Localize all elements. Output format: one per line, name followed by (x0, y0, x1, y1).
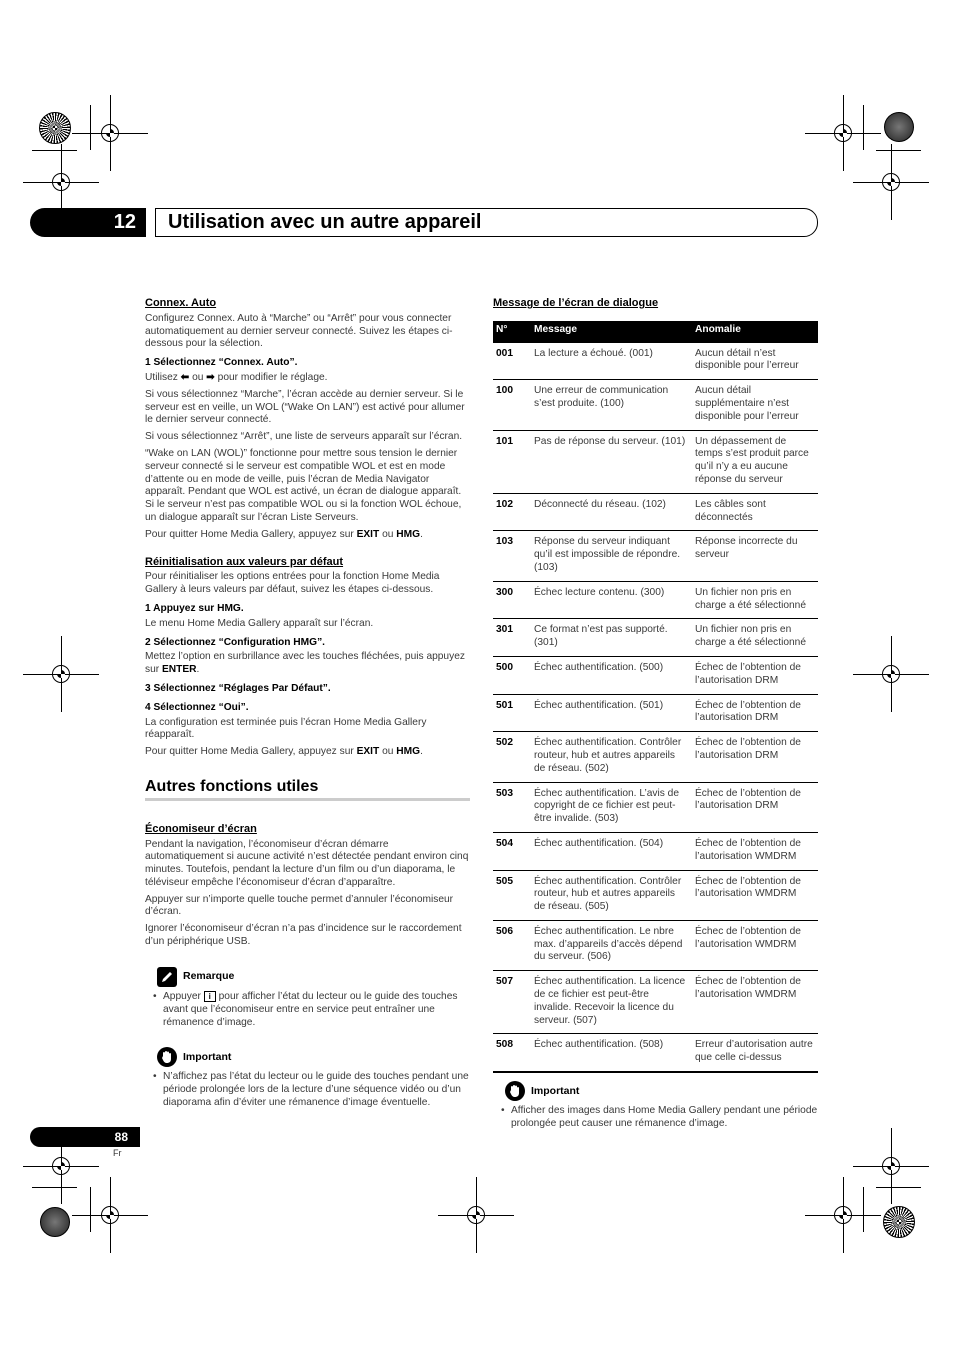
anomaly-cell: Les câbles sont déconnectés (692, 493, 818, 531)
important-bullet-left: • N’affichez pas l’état du lecteur ou le guide des touches pendant une période prolongée lors de la lecture d’une séquence vidéo ou d’un diaporama afin d’éviter une rémanence d’image éventuelle. (145, 1071, 470, 1109)
left-column (145, 297, 470, 1113)
important-heading-left: Important (157, 1047, 470, 1067)
anomaly-cell: Échec de l’obtention de l’autorisation WMDRM (692, 920, 818, 970)
table-row (493, 430, 818, 493)
error-number-cell: 508 (493, 1034, 531, 1072)
economiseur-p1: Pendant la navigation, l’économiseur d’écran démarre automatiquement si aucune activité n’est détectée pendant environ cinq minutes. Toutefois, pendant la lecture d’un film ou d’un diaporama, le téléviseur empêche l’économiseur d’écran d’apparaître. (145, 838, 469, 888)
connex-step-1-text: Utilisez ⬅ ou ➡ pour modifier le réglage. (145, 371, 328, 383)
table-row (493, 1034, 818, 1072)
table-row (493, 920, 818, 970)
table-row (493, 493, 818, 531)
column-header: N° (493, 321, 531, 343)
table-row (493, 581, 818, 619)
error-number-cell: 507 (493, 971, 531, 1034)
message-cell: Échec lecture contenu. (300) (531, 581, 692, 619)
anomaly-cell: Un dépassement de temps s’est produit parce qu’il n’y a eu aucune réponse du serveur (692, 430, 818, 493)
anomaly-cell: Un fichier non pris en charge a été sélectionné (692, 581, 818, 619)
reinit-step-2-text: Mettez l’option en surbrillance avec les touches fléchées, puis appuyez sur ENTER. (145, 651, 465, 676)
right-column (493, 297, 818, 1134)
error-number-cell: 101 (493, 430, 531, 493)
message-cell: Échec authentification. (501) (531, 694, 692, 732)
error-number-cell: 001 (493, 343, 531, 380)
message-cell: Échec authentification. Le nbre max. d’appareils d’accès dépend du serveur. (506) (531, 920, 692, 970)
message-cell: Ce format n’est pas supporté. (301) (531, 619, 692, 657)
anomaly-cell: Réponse incorrecte du serveur (692, 531, 818, 581)
table-row (493, 343, 818, 380)
display-button-icon: i (204, 991, 216, 1002)
chapter-number: 12 (30, 208, 146, 237)
error-number-cell: 300 (493, 581, 531, 619)
anomaly-cell: Échec de l’obtention de l’autorisation DRM (692, 694, 818, 732)
anomaly-cell: Échec de l’obtention de l’autorisation DRM (692, 782, 818, 832)
table-row (493, 656, 818, 694)
error-number-cell: 301 (493, 619, 531, 657)
anomaly-cell: Aucun détail n’est disponible pour l’erreur (692, 343, 818, 380)
connex-step-1: 1 Sélectionnez “Connex. Auto”. (145, 357, 298, 369)
message-cell: Déconnecté du réseau. (102) (531, 493, 692, 531)
reinit-step-4: 4 Sélectionnez “Oui”. (145, 701, 249, 713)
reinit-heading: Réinitialisation aux valeurs par défaut (145, 555, 344, 568)
anomaly-cell: Échec de l’obtention de l’autorisation WMDRM (692, 870, 818, 920)
hand-stop-icon (505, 1081, 525, 1101)
table-row (493, 694, 818, 732)
reinit-intro: Pour réinitialiser les options entrées pour la fonction Home Media Gallery à leurs valeurs par défaut, suivez les étapes ci-dessous. (145, 571, 440, 596)
error-number-cell: 103 (493, 531, 531, 581)
page-number: 88 (30, 1127, 140, 1147)
reinit-step-1-text: Le menu Home Media Gallery apparaît sur l’écran. (145, 617, 374, 629)
column-header: Anomalie (692, 321, 818, 343)
table-row (493, 832, 818, 870)
connex-auto-heading: Connex. Auto (145, 297, 217, 309)
dialog-message-heading: Message de l’écran de dialogue (493, 297, 659, 309)
pencil-note-icon (157, 967, 177, 987)
message-cell: Une erreur de communication s’est produite. (100) (531, 380, 692, 430)
table-row (493, 870, 818, 920)
connex-wol-text: “Wake on LAN (WOL)” fonctionne pour mettre sous tension le dernier serveur connecté si le serveur est compatible WOL et est en mode d’attente ou en mode de veille, puis l’écran de Media Navigator apparaît. Pendant que WOL est activé, un écran de dialogue apparaît. Si le serveur n’est pas compatible WOL ou si la fonction WOL échoue, un dialogue apparaît sur l’écran Liste Serveurs. (145, 447, 462, 523)
reinit-step-3: 3 Sélectionnez “Réglages Par Défaut”. (145, 682, 331, 694)
message-cell: Échec authentification. (500) (531, 656, 692, 694)
error-number-cell: 102 (493, 493, 531, 531)
error-number-cell: 501 (493, 694, 531, 732)
economiseur-p2: Appuyer sur n’importe quelle touche permet d’annuler l’économiseur d’écran. (145, 893, 454, 918)
reinit-quit-text: Pour quitter Home Media Gallery, appuyez sur EXIT ou HMG. (145, 746, 423, 758)
autres-fonctions-heading: Autres fonctions utiles (145, 781, 470, 801)
anomaly-cell: Échec de l’obtention de l’autorisation DRM (692, 656, 818, 694)
connex-intro: Configurez Connex. Auto à “Marche” ou “Arrêt” pour vous connecter automatiquement au dernier serveur connecté. Suivez les étapes ci-dessous pour la sélection. (145, 312, 453, 350)
message-cell: Échec authentification. La licence de ce fichier est peut-être invalide. Recevoir la licence du serveur. (507) (531, 971, 692, 1034)
hand-stop-icon (157, 1047, 177, 1067)
remarque-bullet: • Appuyer i pour afficher l’état du lecteur ou le guide des touches avant que l’économiseur entre en service peut entraîner une rémanence d’image. (145, 991, 470, 1030)
table-row (493, 531, 818, 581)
error-number-cell: 505 (493, 870, 531, 920)
arrow-left-icon: ⬅ (180, 371, 190, 383)
error-number-cell: 504 (493, 832, 531, 870)
page-language: Fr (113, 1148, 122, 1158)
anomaly-cell: Échec de l’obtention de l’autorisation DRM (692, 732, 818, 782)
table-row (493, 782, 818, 832)
connex-quit-text: Pour quitter Home Media Gallery, appuyez sur EXIT ou HMG. (145, 528, 423, 540)
error-number-cell: 503 (493, 782, 531, 832)
anomaly-cell: Aucun détail supplémentaire n’est disponible pour l’erreur (692, 380, 818, 430)
chapter-title: Utilisation avec un autre appareil (168, 211, 482, 233)
reinit-step-2: 2 Sélectionnez “Configuration HMG”. (145, 636, 325, 648)
anomaly-cell: Erreur d’autorisation autre que celle ci-dessus (692, 1034, 818, 1072)
important-heading-right: Important (505, 1081, 818, 1101)
error-number-cell: 502 (493, 732, 531, 782)
table-row (493, 971, 818, 1034)
message-cell: La lecture a échoué. (001) (531, 343, 692, 380)
connex-marche-text: Si vous sélectionnez “Marche”, l’écran accède au dernier serveur. Si le serveur est en veille, un WOL (“Wake On LAN”) est activé pour allumer le dernier serveur connecté. (145, 388, 465, 426)
message-cell: Échec authentification. Contrôler routeur, hub et autres appareils de réseau. (502) (531, 732, 692, 782)
remarque-heading: Remarque (157, 967, 470, 987)
reinit-step-4-text: La configuration est terminée puis l’écran Home Media Gallery réapparaît. (145, 716, 427, 741)
table-row (493, 380, 818, 430)
error-number-cell: 500 (493, 656, 531, 694)
connex-arret-text: Si vous sélectionnez “Arrêt”, une liste de serveurs apparaît sur l’écran. (145, 431, 463, 443)
economiseur-p3: Ignorer l’économiseur d’écran n’a pas d’incidence sur le raccordement d’un périphérique USB. (145, 923, 462, 948)
message-cell: Pas de réponse du serveur. (101) (531, 430, 692, 493)
message-cell: Échec authentification. (504) (531, 832, 692, 870)
anomaly-cell: Un fichier non pris en charge a été sélectionné (692, 619, 818, 657)
table-row (493, 619, 818, 657)
important-bullet-right: • Afficher des images dans Home Media Gallery pendant une période prolongée peut causer une rémanence d’image. (493, 1105, 818, 1131)
message-cell: Échec authentification. Contrôler routeur, hub et autres appareils de réseau. (505) (531, 870, 692, 920)
arrow-right-icon: ➡ (206, 371, 215, 383)
error-number-cell: 100 (493, 380, 531, 430)
error-number-cell: 506 (493, 920, 531, 970)
message-cell: Réponse du serveur indiquant qu’il est impossible de répondre. (103) (531, 531, 692, 581)
anomaly-cell: Échec de l’obtention de l’autorisation WMDRM (692, 971, 818, 1034)
anomaly-cell: Échec de l’obtention de l’autorisation WMDRM (692, 832, 818, 870)
message-cell: Échec authentification. (508) (531, 1034, 692, 1072)
dialog-message-table (493, 321, 818, 1073)
economiseur-heading: Économiseur d’écran (145, 822, 257, 835)
column-header: Message (531, 321, 692, 343)
table-header-row (493, 321, 818, 343)
reinit-step-1: 1 Appuyez sur HMG. (145, 602, 244, 614)
message-cell: Échec authentification. L’avis de copyright de ce fichier est peut-être invalide. (503) (531, 782, 692, 832)
table-row (493, 732, 818, 782)
